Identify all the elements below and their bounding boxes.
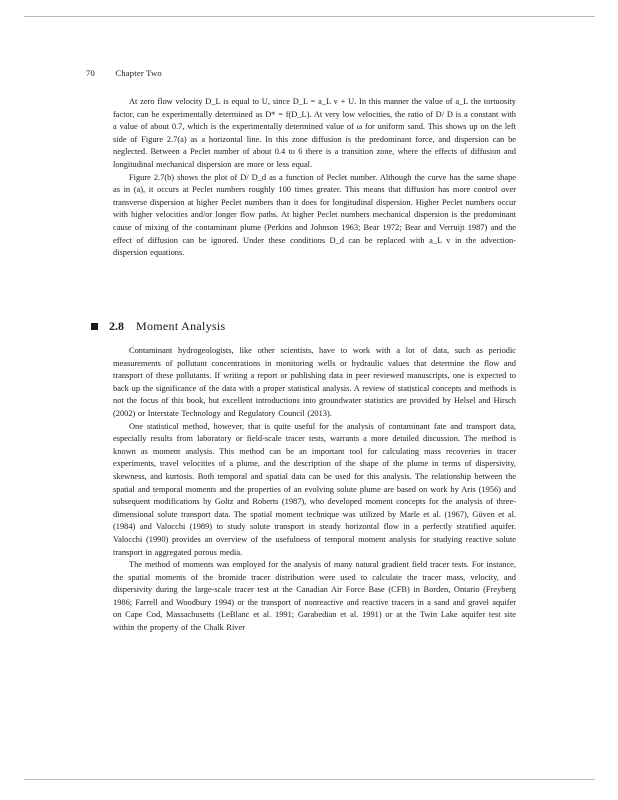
section-body-text <box>113 345 516 635</box>
section-title: Moment Analysis <box>136 319 226 333</box>
top-rule <box>24 16 595 17</box>
paragraph: At zero flow velocity D_L is equal to U, since D_L = a_L v + U. In this manner the value of a_L the tortuosity factor, can be experimentally determined as D* = f(D_L). At very low velocities, the ratio of D/ D is a constant with a value of about 0.7, which is the experimentally determined value of ω for uniform sand. This shows up on the left side of Figure 2.7(a) as a horizontal line. In this zone diffusion is the predominant force, and dispersion can be neglected. Between a Peclet number of about 0.4 to 6 there is a transition zone, where the effects of diffusion and longitudinal mechanical dispersion are more or less equal. <box>113 97 516 169</box>
chapter-label: Chapter Two <box>115 68 162 78</box>
paragraph: Figure 2.7(b) shows the plot of D/ D_d as a function of Peclet number. Although the curve has the same shape as in (a), it occurs at Peclet numbers roughly 100 times greater. This means that diffusion has more control over transverse dispersion at higher Peclet numbers than it does for longitudinal dispersion. Higher Peclet numbers occur with higher velocities and/or longer flow paths. At higher Peclet numbers mechanical dispersion is the predominant cause of mixing of the contaminant plume (Perkins and Johnson 1963; Bear 1972; Bear and Verruijt 1987) and the effect of diffusion can be ignored. Under these conditions D_d can be replaced with a_L v in the advection-dispersion equations. <box>113 172 516 258</box>
section-bullet-icon <box>91 323 98 330</box>
section-heading <box>91 319 226 334</box>
page-number: 70 <box>86 68 95 78</box>
intro-text <box>113 96 516 260</box>
paragraph: Contaminant hydrogeologists, like other scientists, have to work with a lot of data, such as periodic measurements of pollutant concentrations in monitoring wells or hydraulic values that determine the flow and transport of these pollutants. If writing a report or publishing data in peer reviewed manuscripts, one is expected to back up the significance of the data with a proper statistical analysis. A review of statistical concepts and methods is not the focus of this book, but excellent introductions into groundwater statistics are provided by Helsel and Hirsch (2002) or Interstate Technology and Regulatory Council (2013). <box>113 346 516 418</box>
paragraph: One statistical method, however, that is quite useful for the analysis of contaminant fate and transport data, especially results from laboratory or field-scale tracer tests, warrants a more detailed discussion. The method is known as moment analysis. This method can be an important tool for calculating mass recoveries in tracer experiments, travel velocities of a plume, and the description of the shape of the plume in terms of dispersivity, skewness, and kurtosis. Both temporal and spatial data can be used for this analysis. The relationship between the spatial and temporal moments and the properties of an evolving solute plume are based on work by Aris (1956) and subsequent modifications by Goltz and Roberts (1987), who developed moment concepts for the analysis of three-dimensional solute transport data. The spatial moment technique was utilized by Marle et al. (1967), Güven et al. (1984) and Valocchi (1989) to study solute transport in steady horizontal flow in a perfectly stratified aquifer. Valocchi (1990) provides an overview of the usefulness of temporal moment analysis for studying reactive solute transport in aggregated porous media. <box>113 421 516 557</box>
running-head <box>86 68 162 78</box>
bottom-rule <box>24 779 595 780</box>
paragraph: The method of moments was employed for the analysis of many natural gradient field tracer tests. For instance, the spatial moments of the bromide tracer distribution were used to calculate the tracer mass, velocity, and dispersivity during the large-scale tracer test at the Canadian Air Force Base (CFB) in Borden, Ontario (Freyberg 1986; Farrell and Woodbury 1994) or the transport of nonreactive and reactive tracers in a sand and gravel aquifer on Cape Cod, Massachusetts (LeBlanc et al. 1991; Garabedian et al. 1991) or at the Twin Lake aquifer test site within the property of the Chalk River <box>113 560 516 633</box>
section-number: 2.8 <box>109 319 124 333</box>
